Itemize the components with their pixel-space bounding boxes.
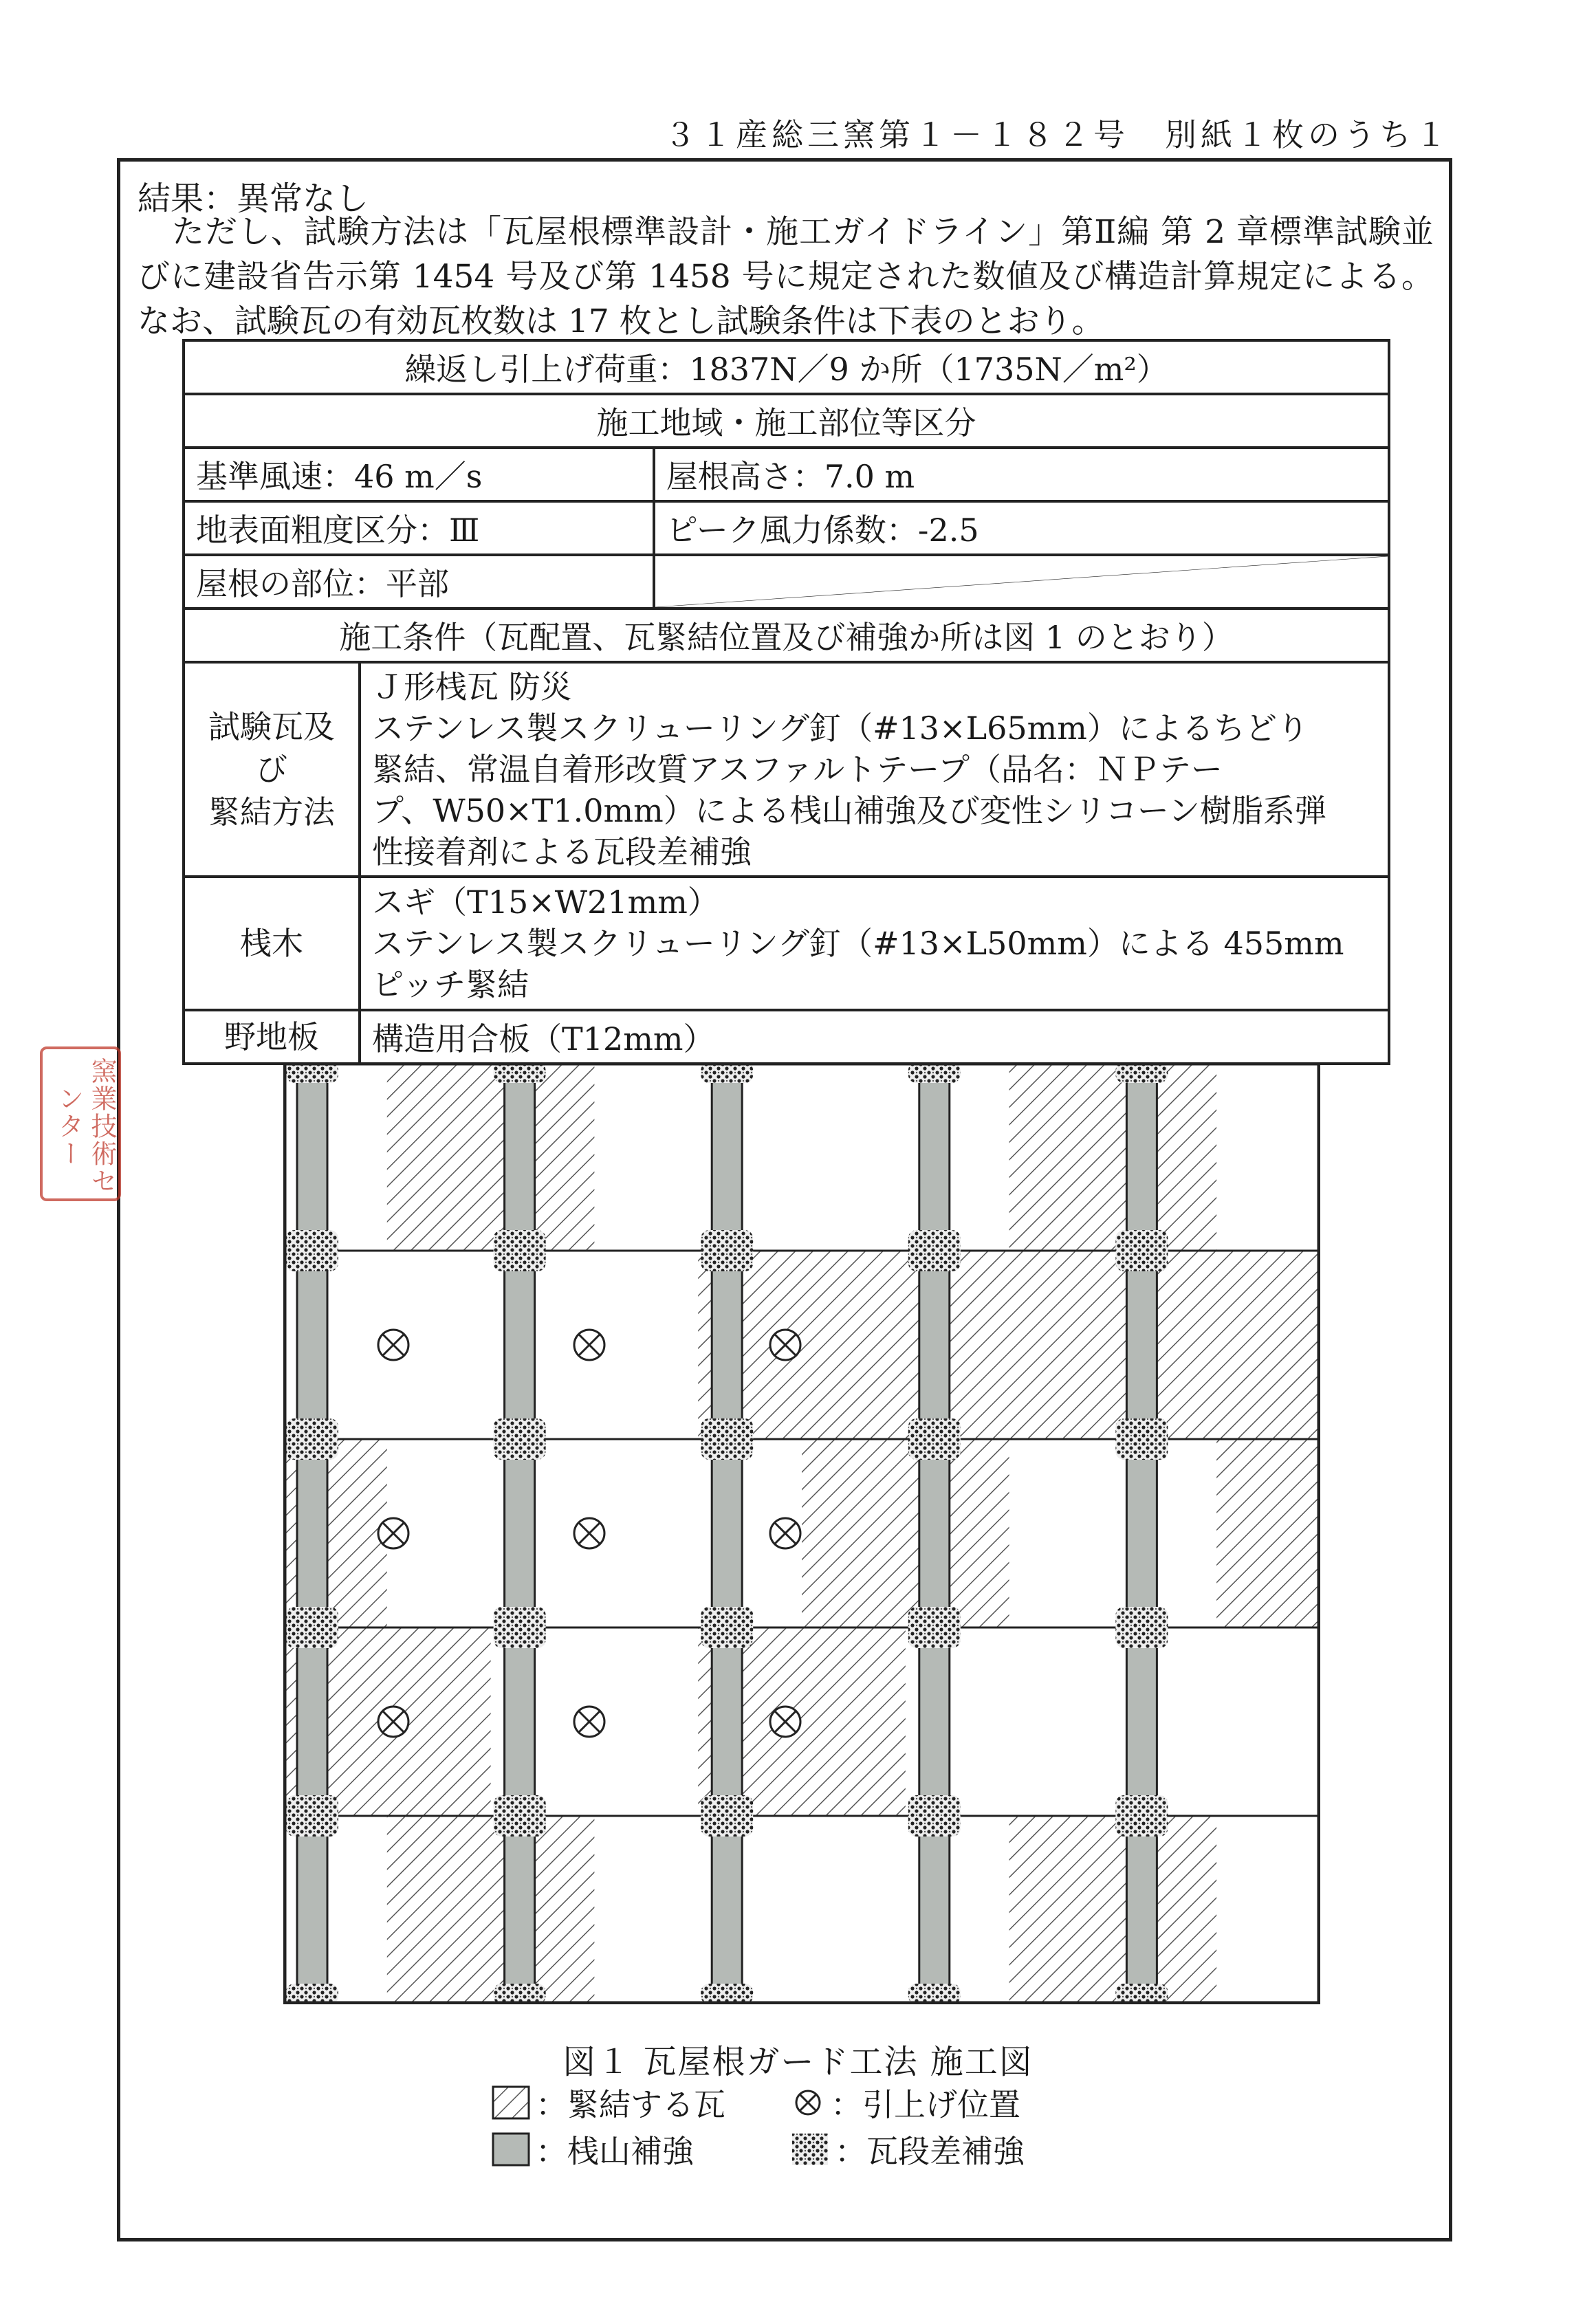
step-reinforce-patch — [1115, 1607, 1168, 1648]
step-reinforce-patch — [286, 1230, 338, 1271]
step-reinforce-patch — [908, 1795, 961, 1837]
region-header: 施工地域・施工部位等区分 — [184, 394, 1389, 448]
step-reinforce-patch — [701, 1418, 753, 1460]
step-reinforce-patch — [701, 1607, 753, 1648]
ridge-strip-icon — [492, 2132, 530, 2167]
step-reinforce-patch — [286, 1418, 338, 1460]
batten-line: スギ（T15×W21mm） — [372, 884, 719, 921]
diagonal-line — [655, 556, 1388, 607]
figure-caption: 図１ 瓦屋根ガード工法 施工図 — [562, 2043, 1034, 2081]
step-reinforce-patch — [1115, 1418, 1168, 1460]
legend-fastened-tile — [492, 2080, 725, 2125]
batten-value — [360, 877, 1389, 1010]
legend-ridge-reinforce — [492, 2127, 694, 2172]
test-method-paragraph: ただし、試験方法は「瓦屋根標準設計・施工ガイドライン」第Ⅱ編 第 2 章標準試験並びに建設省告示第 1454 号及び第 1458 号に規定された数値及び構造計算規定による。なお、試験瓦の有効瓦枚数は 17 枚とし試験条件は下表のとおり。 — [138, 213, 1434, 340]
ridge-reinforce-strip — [712, 1062, 742, 2004]
ridge-reinforce-strip — [1126, 1062, 1157, 2004]
step-reinforce-patch — [908, 1418, 961, 1460]
hatched-tile-icon — [492, 2085, 530, 2120]
batten-line: ステンレス製スクリューリング釘（#13×L50mm）による 455mm — [372, 925, 1344, 962]
fastened-tile — [387, 1062, 595, 1251]
fastened-tile — [1216, 1439, 1320, 1627]
tile-label-line-1: 試験瓦及び — [208, 708, 335, 788]
ridge-reinforce-strip — [297, 1062, 327, 2004]
official-seal: 窯業技術センター — [40, 1046, 121, 1201]
roof-construction-diagram — [283, 1062, 1320, 2004]
step-reinforce-patch — [1115, 1230, 1168, 1271]
tile-line: 緊結、常温自着形改質アスファルトテープ（品名：ＮＰテー — [372, 751, 1223, 788]
legend-fastened-label: ：緊結する瓦 — [536, 2086, 725, 2123]
legend-pull-label: ：引上げ位置 — [831, 2086, 1020, 2123]
tile-line: プ、W50×T1.0mm）による桟山補強及び変性シリコーン樹脂系弾 — [372, 792, 1326, 829]
legend-ridge-label: ：桟山補強 — [536, 2133, 694, 2170]
pull-point-icon — [791, 2085, 825, 2120]
result-line: 結果：異常なし — [138, 179, 369, 218]
tile-line: 性接着剤による瓦段差補強 — [372, 833, 752, 870]
step-reinforce-patch — [494, 1795, 546, 1837]
load-row: 繰返し引上げ荷重：1837N／9 か所（1735N／m²） — [184, 340, 1389, 394]
fastened-tile — [1009, 1062, 1217, 1251]
roughness-cell: 地表面粗度区分：Ⅲ — [184, 501, 654, 555]
fastened-tile — [1009, 1816, 1217, 2004]
diagram-layer — [283, 1062, 1320, 2004]
empty-diagonal-cell — [654, 555, 1389, 609]
tile-method-label — [184, 662, 360, 877]
step-reinforce-patch — [286, 1795, 338, 1837]
step-reinforce-patch — [494, 1230, 546, 1271]
fastened-tile — [387, 1816, 595, 2004]
step-reinforce-patch — [286, 1607, 338, 1648]
wind-speed-cell: 基準風速：46 m／s — [184, 448, 654, 501]
step-dots-icon — [791, 2132, 829, 2167]
construction-header: 施工条件（瓦配置、瓦緊結位置及び補強か所は図 1 のとおり） — [184, 609, 1389, 662]
tile-label-line-2: 緊結方法 — [208, 793, 335, 831]
fastened-tile — [802, 1439, 1009, 1627]
batten-label: 桟木 — [184, 877, 360, 1010]
step-reinforce-patch — [701, 1230, 753, 1271]
legend-step-label: ：瓦段差補強 — [835, 2133, 1025, 2170]
step-reinforce-patch — [908, 1230, 961, 1271]
step-reinforce-patch — [701, 1795, 753, 1837]
document-number: ３１産総三窯第１－１８２号 別紙１枚のうち１ — [664, 116, 1451, 153]
step-reinforce-patch — [494, 1607, 546, 1648]
tile-line: Ｊ形桟瓦 防災 — [372, 668, 572, 705]
peak-coefficient-cell: ピーク風力係数：-2.5 — [654, 501, 1389, 555]
sheathing-value: 構造用合板（T12mm） — [360, 1010, 1389, 1064]
roof-height-cell: 屋根高さ：7.0 m — [654, 448, 1389, 501]
step-reinforce-patch — [494, 1418, 546, 1460]
step-reinforce-patch — [908, 1607, 961, 1648]
ridge-reinforce-strip — [505, 1062, 535, 2004]
roof-part-cell: 屋根の部位：平部 — [184, 555, 654, 609]
sheathing-label: 野地板 — [184, 1010, 360, 1064]
ridge-reinforce-strip — [919, 1062, 950, 2004]
step-reinforce-patch — [1115, 1795, 1168, 1837]
batten-line: ピッチ緊結 — [372, 966, 529, 1003]
legend-step-reinforce — [791, 2127, 1025, 2172]
tile-line: ステンレス製スクリューリング釘（#13×L65mm）によるちどり — [372, 710, 1309, 747]
tile-method-value — [360, 662, 1389, 877]
legend-pull-point — [791, 2080, 1020, 2125]
test-conditions-table — [182, 339, 1390, 1065]
